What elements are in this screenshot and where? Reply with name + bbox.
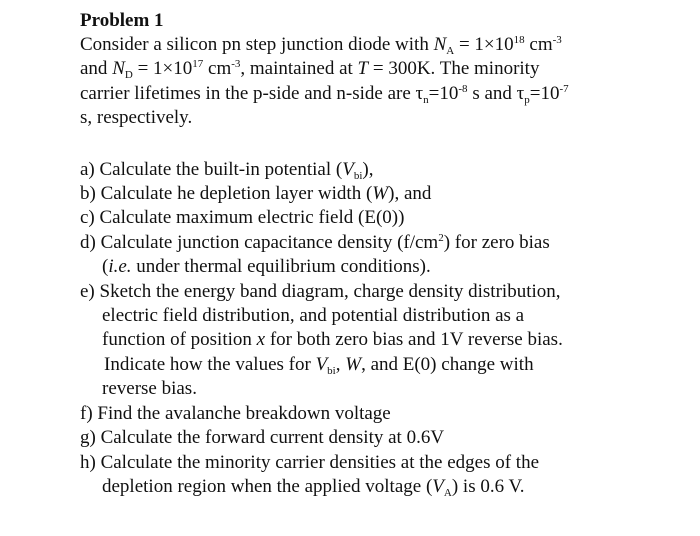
intro-temperature: = 300K. The minority xyxy=(368,58,540,80)
question-f: f) Find the avalanche breakdown voltage xyxy=(80,402,391,424)
question-e-line-5: reverse bias. xyxy=(102,378,197,400)
question-e-indicate: Indicate how the values for xyxy=(104,353,316,375)
question-e-bias: for both zero bias and 1V reverse bias. xyxy=(265,329,563,351)
question-h-text: depletion region when the applied voltage ( xyxy=(102,475,433,497)
unit-cm: cm xyxy=(524,34,553,55)
intro-line-4: s, respectively. xyxy=(80,107,193,129)
var-w: W xyxy=(345,353,362,375)
question-e: e) Sketch the energy band diagram, charge density distribution, xyxy=(80,280,561,302)
question-d-rest: under thermal equilibrium conditions). xyxy=(131,256,431,278)
var-v: V xyxy=(432,475,444,497)
question-e-change: , and E(0) change with xyxy=(361,353,534,375)
question-d-continued xyxy=(80,255,680,279)
intro-and: and xyxy=(80,58,113,80)
question-a-end: ), xyxy=(362,158,374,180)
question-b xyxy=(80,182,680,206)
intro-lifetimes: carrier lifetimes in the p-side and n-side are τ xyxy=(80,82,424,104)
exp-minus-8: -8 xyxy=(458,82,468,95)
exp-minus-3: -3 xyxy=(552,34,562,46)
var-n-donor: N xyxy=(112,58,125,80)
acceptor-value: = 1×10 xyxy=(454,34,514,55)
sub-bi: bi xyxy=(327,364,336,377)
question-a xyxy=(80,158,680,182)
question-b-end: ), and xyxy=(388,183,432,205)
question-c: c) Calculate maximum electric field (E(0)) xyxy=(80,207,405,229)
donor-value: = 1×10 xyxy=(132,58,193,80)
intro-line-3 xyxy=(80,82,680,106)
sub-a: A xyxy=(443,486,452,499)
tau-n-value: =10 xyxy=(428,82,459,104)
question-b-text: b) Calculate he depletion layer width ( xyxy=(80,183,373,205)
sub-d: D xyxy=(124,69,133,82)
question-d xyxy=(80,231,680,255)
sub-n: n xyxy=(423,93,429,106)
question-h-end: ) is 0.6 V. xyxy=(451,475,525,497)
problem-intro xyxy=(80,33,680,131)
question-d-text: d) Calculate junction capacitance density (f/cm xyxy=(80,231,439,253)
exp-18: 18 xyxy=(513,34,525,46)
question-a-text: a) Calculate the built-in potential ( xyxy=(80,158,343,180)
question-g: g) Calculate the forward current density at 0.6V xyxy=(80,427,445,449)
paren-open: ( xyxy=(102,256,109,278)
question-e-line-4 xyxy=(80,353,680,377)
question-e-function: function of position xyxy=(102,329,257,351)
question-e-line-2: electric field distribution, and potential distribution as a xyxy=(102,305,525,327)
unit-cm: cm xyxy=(203,58,232,80)
sub-bi: bi xyxy=(353,169,363,182)
question-h: h) Calculate the minority carrier densities at the edges of the xyxy=(80,451,539,473)
var-v: V xyxy=(342,158,354,180)
var-v: V xyxy=(315,353,328,375)
question-e-line-3 xyxy=(80,328,680,352)
problem-title: Problem 1 xyxy=(80,10,164,31)
question-h-continued xyxy=(80,475,680,499)
exp-minus-3: -3 xyxy=(231,58,241,71)
sub-p: p xyxy=(524,93,530,106)
intro-maintained: , maintained at xyxy=(240,58,358,80)
question-d-end: ) for zero bias xyxy=(443,231,550,253)
var-n-acceptor: N xyxy=(433,34,447,55)
sub-a: A xyxy=(446,45,455,57)
var-w: W xyxy=(372,183,389,205)
comma: , xyxy=(335,353,346,375)
var-x: x xyxy=(256,329,266,351)
intro-text: Consider a silicon pn step junction diode with xyxy=(80,34,434,55)
exp-17: 17 xyxy=(192,58,204,71)
intro-s-and: s and τ xyxy=(467,82,525,104)
exp-2: 2 xyxy=(438,231,444,244)
question-list xyxy=(80,158,680,500)
exp-minus-7: -7 xyxy=(559,82,569,95)
tau-p-value: =10 xyxy=(529,82,560,104)
var-t: T xyxy=(357,58,369,80)
intro-line-2 xyxy=(80,57,680,81)
ie-abbrev: i.e. xyxy=(108,256,132,278)
problem-document xyxy=(80,9,680,499)
intro-line-1 xyxy=(80,33,680,57)
